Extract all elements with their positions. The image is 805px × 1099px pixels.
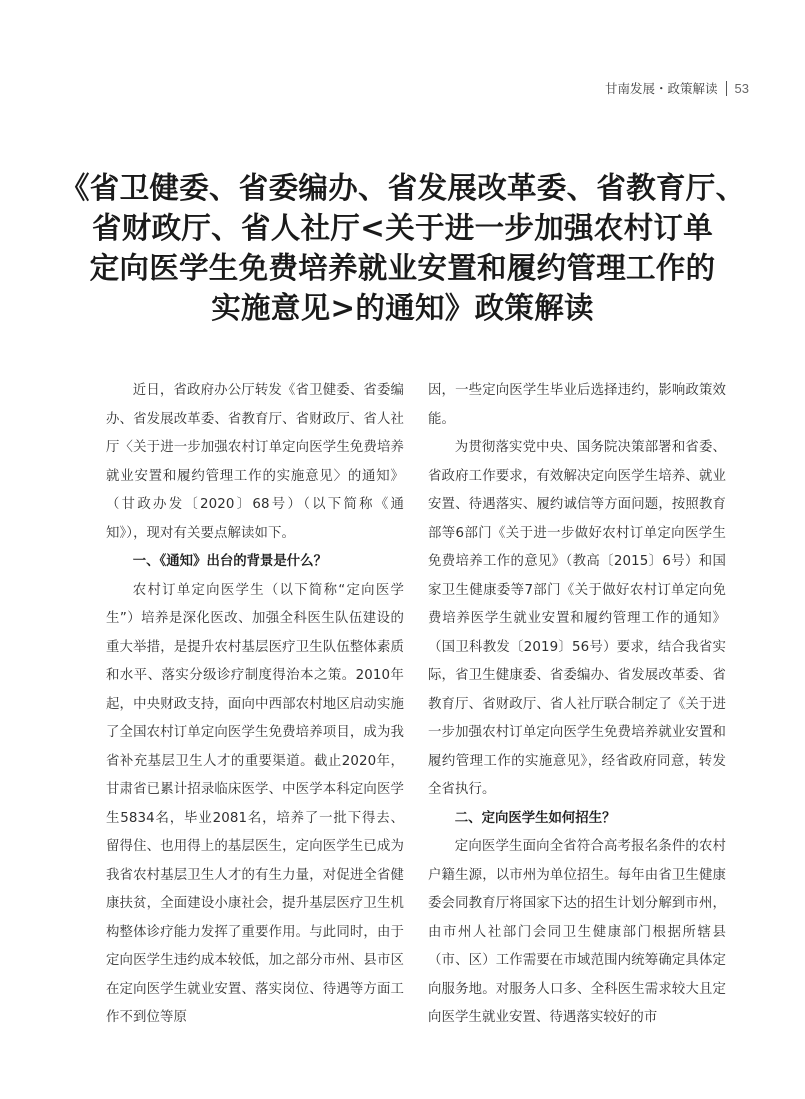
left-column xyxy=(106,377,404,1033)
policy-paragraph: 为贯彻落实党中央、国务院决策部署和省委、省政府工作要求，有效解决定向医学生培养、就业安置、待遇落实、履约诚信等方面问题，按照教育部等6部门《关于进一步做好农村订单定向医学生免费培养工作的意见》（教高〔2015〕6号）和国家卫生健康委等7部门《关于做好农村订单定向免费培养医学生就业安置和履约管理工作的通知》（国卫科教发〔2019〕56号）要求，结合我省实际，省卫生健康委、省委编办、省发展改革委、省教育厅、省财政厅、省人社厅联合制定了《关于进一步加强农村订单定向医学生免费培养就业安置和履约管理工作的实施意见》，经省政府同意，转发全省执行。 xyxy=(428,440,726,797)
article-body xyxy=(106,377,726,1033)
header-divider xyxy=(726,81,727,96)
title-line-3: 定向医学生免费培养就业安置和履约管理工作的 xyxy=(89,250,716,285)
title-line-2: 省财政厅、省人社厅<关于进一步加强农村订单 xyxy=(91,210,714,245)
running-header xyxy=(605,79,749,97)
continued-paragraph: 因，一些定向医学生毕业后选择违约，影响政策效能。 xyxy=(428,383,726,427)
page-number: 53 xyxy=(734,80,749,96)
section-title: 甘南发展・政策解读 xyxy=(605,81,718,96)
right-column xyxy=(428,377,726,1033)
section-heading-1: 一、《通知》出台的背景是什么？ xyxy=(132,554,327,569)
background-paragraph: 农村订单定向医学生（以下简称“定向医学生”）培养是深化医改、加强全科医生队伍建设的重大举措，是提升农村基层医疗卫生队伍整体素质和水平、落实分级诊疗制度得治本之策。2010年起，中央财政支持，面向中西部农村地区启动实施了全国农村订单定向医学生免费培养项目，成为我省补充基层卫生人才的重要渠道。截止2020年，甘肃省已累计招录临床医学、中医学本科定向医学生5834名，毕业2081名，培养了一批下得去、留得住、也用得上的基层医生，定向医学生已成为我省农村基层卫生人才的有生力量，对促进全省健康扶贫，全面建设小康社会，提升基层医疗卫生机构整体诊疗能力发挥了重要作用。与此同时，由于定向医学生违约成本较低，加之部分市州、县市区在定向医学生就业安置、落实岗位、待遇等方面工作不到位等原 xyxy=(106,582,404,1025)
intro-paragraph: 近日，省政府办公厅转发《省卫健委、省委编办、省发展改革委、省教育厅、省财政厅、省人社厅〈关于进一步加强农村订单定向医学生免费培养就业安置和履约管理工作的实施意见〉的通知》（甘政办发〔2020〕68号）（以下简称《通知》），现对有关要点解读如下。 xyxy=(106,383,404,541)
title-line-4: 实施意见>的通知》政策解读 xyxy=(211,290,594,325)
section-heading-2: 二、定向医学生如何招生？ xyxy=(454,810,616,826)
article-title xyxy=(60,168,745,328)
enrollment-paragraph: 定向医学生面向全省符合高考报名条件的农村户籍生源，以市州为单位招生。每年由省卫生健康委会同教育厅将国家下达的招生计划分解到市州，由市州人社部门会同卫生健康部门根据所辖县（市、区）工作需要在市域范围内统筹确定具体定向服务地。对服务人口多、全科医生需求较大且定向医学生就业安置、待遇落实较好的市 xyxy=(428,839,726,1025)
title-line-1: 《省卫健委、省委编办、省发展改革委、省教育厅、 xyxy=(60,170,746,205)
